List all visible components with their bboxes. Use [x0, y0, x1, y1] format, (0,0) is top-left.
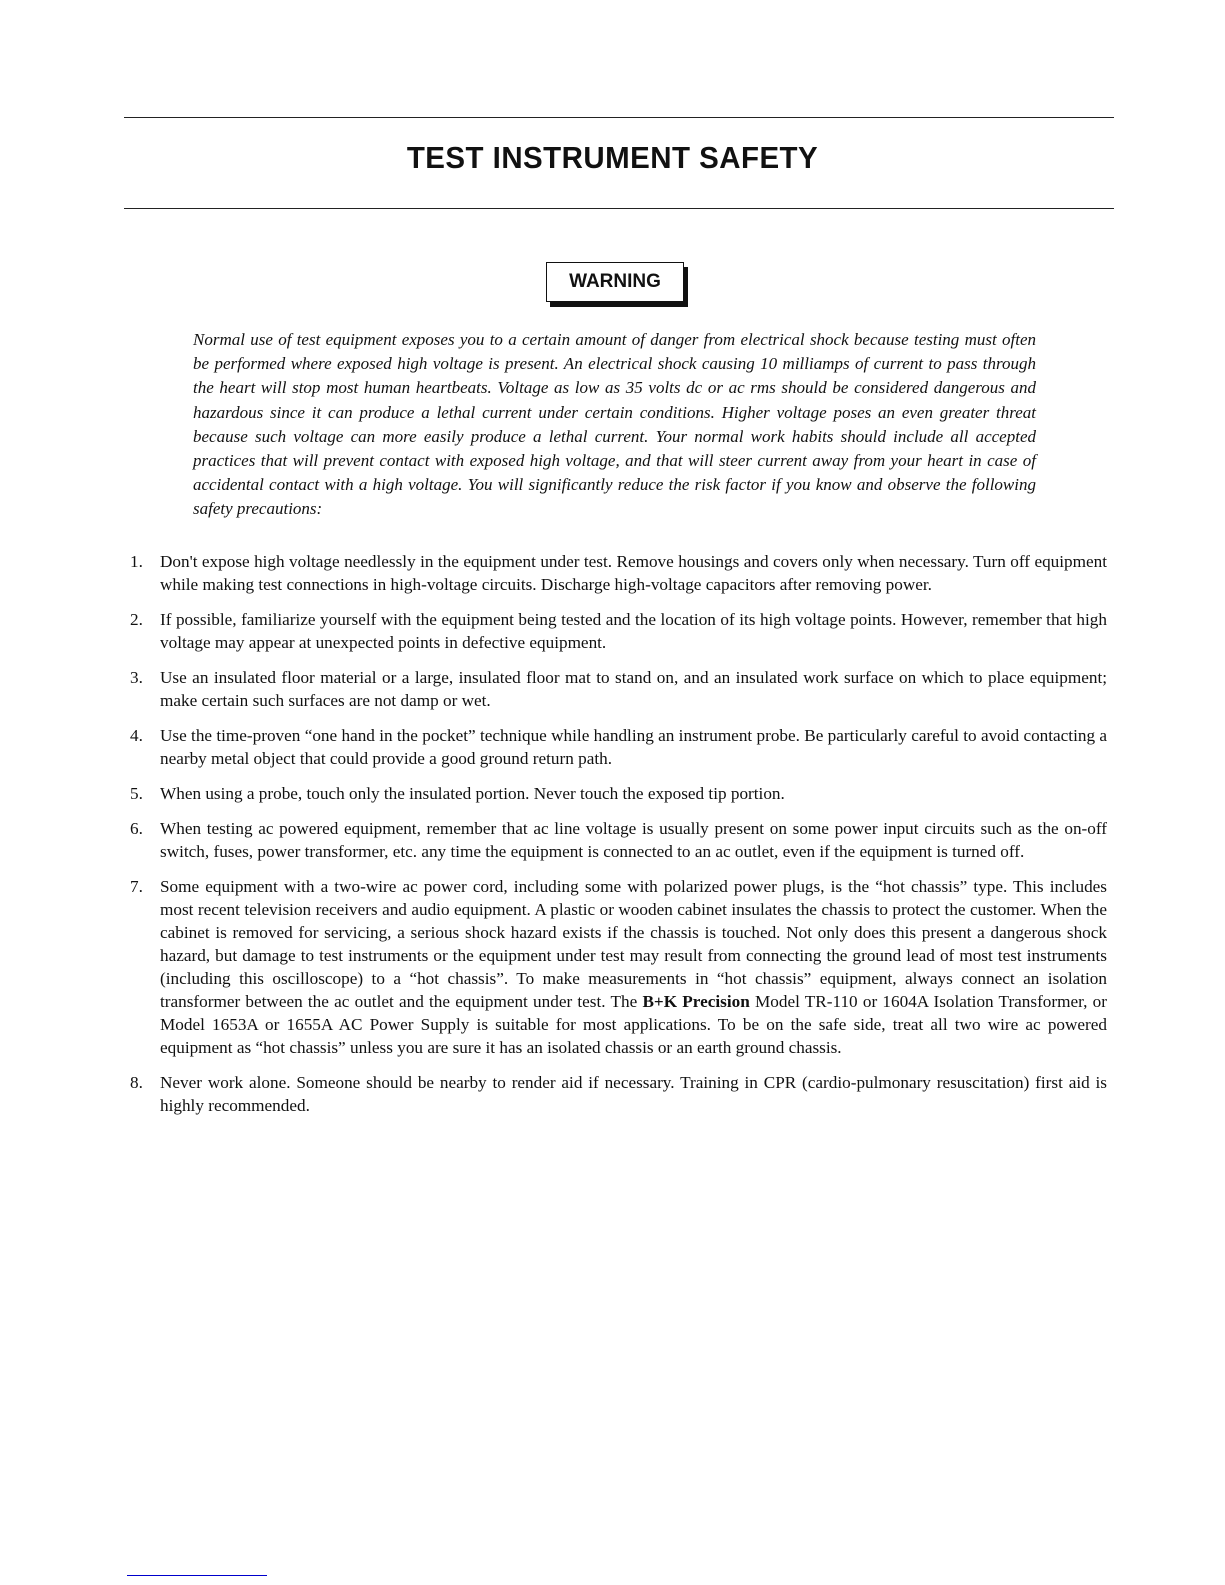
top-rule — [124, 117, 1114, 118]
item-number: 7. — [130, 877, 143, 896]
list-item — [130, 608, 1107, 654]
list-item — [130, 875, 1107, 1059]
list-item — [130, 550, 1107, 596]
item-number: 1. — [130, 552, 143, 571]
item-text: When using a probe, touch only the insulated portion. Never touch the exposed tip portion. — [160, 784, 785, 803]
item-number: 8. — [130, 1073, 143, 1092]
list-item — [130, 724, 1107, 770]
item-number: 6. — [130, 819, 143, 838]
warning-badge: WARNING — [546, 262, 684, 302]
item-text: Some equipment with a two-wire ac power cord, including some with polarized power plugs, is the “hot chassis” type. This includes most recent television receivers and audio equipment. A plastic or wooden cabinet insulates the chassis to protect the customer. When the cabinet is removed for servicing, a serious shock hazard exists if the chassis is touched. Not only does this present a dangerous shock hazard, but damage to test instruments or the equipment under test may result from connecting the ground lead of most test instruments (including this oscilloscope) to a “hot chassis”. To make measurements in “hot chassis” equipment, always connect an isolation transformer between the ac outlet and the equipment under test. The — [160, 877, 1107, 1011]
item-text: If possible, familiarize yourself with the equipment being tested and the location of its high voltage points. However, remember that high voltage may appear at unexpected points in defective equipment. — [160, 610, 1107, 652]
item-text: Use the time-proven “one hand in the pocket” technique while handling an instrument probe. Be particularly careful to avoid contacting a nearby metal object that could provide a good ground return path. — [160, 726, 1107, 768]
item-text: Never work alone. Someone should be nearby to render aid if necessary. Training in CPR (cardio-pulmonary resuscitation) first aid is highly recommended. — [160, 1073, 1107, 1115]
item-text: Use an insulated floor material or a large, insulated floor mat to stand on, and an insulated work surface on which to place equipment; make certain such surfaces are not damp or wet. — [160, 668, 1107, 710]
item-number: 5. — [130, 784, 143, 803]
list-item — [130, 1071, 1107, 1117]
item-text: When testing ac powered equipment, remember that ac line voltage is usually present on some power input circuits such as the on-off switch, fuses, power transformer, etc. any time the equipment is connected to an ac outlet, even if the equipment is turned off. — [160, 819, 1107, 861]
item-number: 2. — [130, 610, 143, 629]
footer-link-underline — [127, 1575, 267, 1576]
page-title: TEST INSTRUMENT SAFETY — [406, 140, 819, 175]
item-number: 4. — [130, 726, 143, 745]
list-item — [130, 817, 1107, 863]
list-item — [130, 666, 1107, 712]
list-item — [130, 782, 1107, 805]
safety-precautions-list — [130, 550, 1107, 1129]
title-rule — [124, 208, 1114, 209]
warning-intro: Normal use of test equipment exposes you to a certain amount of danger from electrical shock because testing must often be performed where exposed high voltage is present. An electrical shock causing 10 milliamps of current to pass through the heart will stop most human heartbeats. Voltage as low as 35 volts dc or ac rms should be considered dangerous and hazardous since it can produce a lethal current under certain conditions. Higher voltage poses an even greater threat because such voltage can more easily produce a lethal current. Your normal work habits should include all accepted practices that will prevent contact with exposed high voltage, and that will steer current away from your heart in case of accidental contact with a high voltage. You will significantly reduce the risk factor if you know and observe the following safety precautions: — [193, 330, 1036, 519]
item-number: 3. — [130, 668, 143, 687]
item-text: Model TR-110 or 1604A Isolation Transformer, or Model 1653A or 1655A AC Power Supply is suitable for most applications. To be on the safe side, treat all two wire ac powered equipment as “hot chassis” unless you are sure it has an isolated chassis or an earth ground chassis. — [160, 992, 1108, 1057]
item-text: Don't expose high voltage needlessly in the equipment under test. Remove housings and covers only when necessary. Turn off equipment while making test connections in high-voltage circuits. Discharge high-voltage capacitors after removing power. — [160, 552, 1107, 594]
brand-name: B+K Precision — [642, 992, 750, 1011]
